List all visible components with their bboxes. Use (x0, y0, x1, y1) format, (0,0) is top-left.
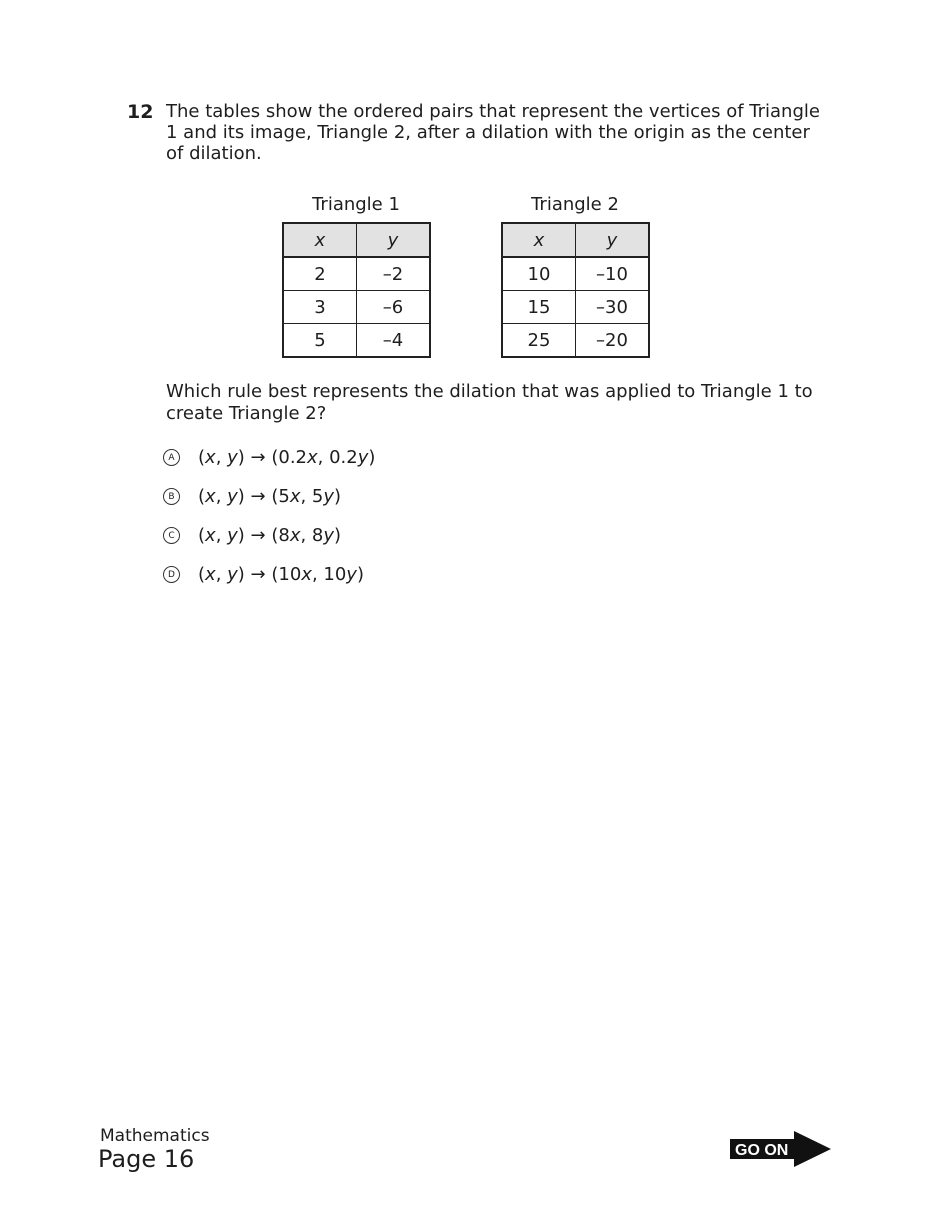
table-header-x: x (283, 223, 357, 257)
table-row (283, 257, 430, 291)
table-cell: –30 (576, 291, 650, 324)
table-title: Triangle 1 (312, 194, 400, 215)
table-cell: 2 (283, 257, 357, 291)
footer-subject: Mathematics (100, 1126, 210, 1146)
question-number: 12 (127, 101, 154, 123)
table-cell: –6 (357, 291, 431, 324)
choice-label: (x, y) → (8x, 8y) (198, 525, 342, 546)
table-row (502, 257, 649, 291)
table-cell: –20 (576, 324, 650, 358)
table-header-y: y (357, 223, 431, 257)
choice-bubble-c[interactable]: C (163, 527, 180, 544)
choice-bubble-a[interactable]: A (163, 449, 180, 466)
table-cell: 25 (502, 324, 576, 358)
table-row (502, 291, 649, 324)
triangle-2-table-block (501, 194, 650, 358)
table-cell: –2 (357, 257, 431, 291)
page-number: Page 16 (98, 1145, 195, 1173)
table-row (283, 324, 430, 358)
triangle-1-table-block (282, 194, 431, 358)
table-row (502, 324, 649, 358)
table-title: Triangle 2 (531, 194, 619, 215)
go-on-label: GO ON (735, 1142, 789, 1159)
choice-label: (x, y) → (5x, 5y) (198, 486, 342, 507)
triangle-1-table (282, 222, 431, 358)
table-header-x: x (502, 223, 576, 257)
choice-b[interactable] (163, 477, 375, 516)
choice-bubble-d[interactable]: D (163, 566, 180, 583)
table-cell: –4 (357, 324, 431, 358)
table-cell: 5 (283, 324, 357, 358)
choice-label: (x, y) → (10x, 10y) (198, 564, 364, 585)
choice-a[interactable] (163, 438, 375, 477)
question-prompt: Which rule best represents the dilation that was applied to Triangle 1 to create Triangle 2? (166, 381, 813, 424)
choice-bubble-b[interactable]: B (163, 488, 180, 505)
choice-label: (x, y) → (0.2x, 0.2y) (198, 447, 376, 468)
table-cell: 15 (502, 291, 576, 324)
choice-d[interactable] (163, 555, 375, 594)
table-row (283, 291, 430, 324)
table-header-y: y (576, 223, 650, 257)
table-cell: –10 (576, 257, 650, 291)
go-on-arrow-icon (730, 1130, 832, 1168)
table-cell: 3 (283, 291, 357, 324)
triangle-2-table (501, 222, 650, 358)
question-stem: The tables show the ordered pairs that represent the vertices of Triangle 1 and its image, Triangle 2, after a dilation with the origin as the center of dilation. (166, 101, 820, 164)
choice-c[interactable] (163, 516, 375, 555)
table-cell: 10 (502, 257, 576, 291)
answer-choices (163, 438, 375, 594)
